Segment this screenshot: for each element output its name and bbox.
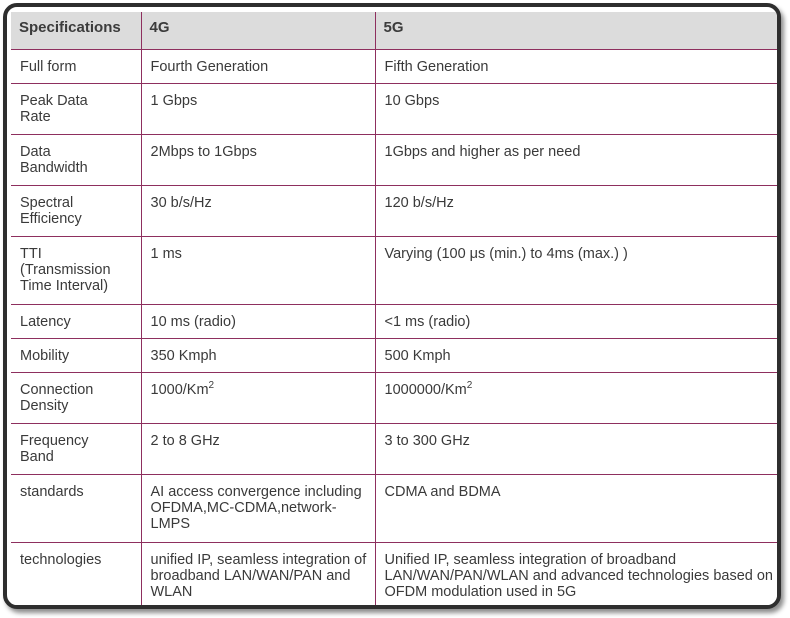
5g-cell: CDMA and BDMA [375,474,781,542]
spec-cell: Latency [11,304,141,338]
5g-cell: 1Gbps and higher as per need [375,134,781,185]
table-row [11,134,781,185]
4g-cell: 1 Gbps [141,83,375,134]
superscript: 2 [466,379,473,391]
header-5g: 5G [375,12,781,49]
4g-cell: 350 Kmph [141,338,375,372]
table-row [11,49,781,83]
4g-value: 1000/Km [150,381,209,398]
header-4g: 4G [141,12,375,49]
table-row [11,236,781,304]
5g-cell: Fifth Generation [375,49,781,83]
table-row [11,372,781,423]
spec-cell: TTI (Transmission Time Interval) [11,236,141,304]
5g-cell: 500 Kmph [375,338,781,372]
5g-cell: 10 Gbps [375,83,781,134]
5g-cell: 120 b/s/Hz [375,185,781,236]
table-row [11,185,781,236]
5g-cell: Unified IP, seamless integration of broadband LAN/WAN/PAN/WLAN and advanced technologies based on OFDM modulation used in 5G [375,542,781,609]
4g-cell: 30 b/s/Hz [141,185,375,236]
spec-cell: Data Bandwidth [11,134,141,185]
table-row [11,83,781,134]
4g-cell: 2 to 8 GHz [141,423,375,474]
5g-value: 1000000/Km [384,381,467,398]
5g-cell: Varying (100 μs (min.) to 4ms (max.) ) [375,236,781,304]
5g-cell: 3 to 300 GHz [375,423,781,474]
table-row [11,338,781,372]
4g-cell: Fourth Generation [141,49,375,83]
4g-cell [141,372,375,423]
table-row [11,542,781,609]
table-row [11,423,781,474]
comparison-table [11,12,781,609]
spec-cell: Connection Density [11,372,141,423]
table-header-row [11,12,781,49]
spec-cell: Mobility [11,338,141,372]
5g-cell [375,372,781,423]
spec-cell: Peak Data Rate [11,83,141,134]
4g-cell: unified IP, seamless integration of broadband LAN/WAN/PAN and WLAN [141,542,375,609]
table-row [11,474,781,542]
spec-cell: technologies [11,542,141,609]
4g-cell: 10 ms (radio) [141,304,375,338]
superscript: 2 [208,379,215,391]
table-row [11,304,781,338]
spec-cell: standards [11,474,141,542]
spec-cell: Spectral Efficiency [11,185,141,236]
4g-cell: 2Mbps to 1Gbps [141,134,375,185]
spec-cell: Frequency Band [11,423,141,474]
4g-cell: AI access convergence including OFDMA,MC-CDMA,network-LMPS [141,474,375,542]
4g-cell: 1 ms [141,236,375,304]
5g-cell: <1 ms (radio) [375,304,781,338]
table-frame [3,3,781,609]
header-specifications: Specifications [11,12,141,49]
spec-cell: Full form [11,49,141,83]
